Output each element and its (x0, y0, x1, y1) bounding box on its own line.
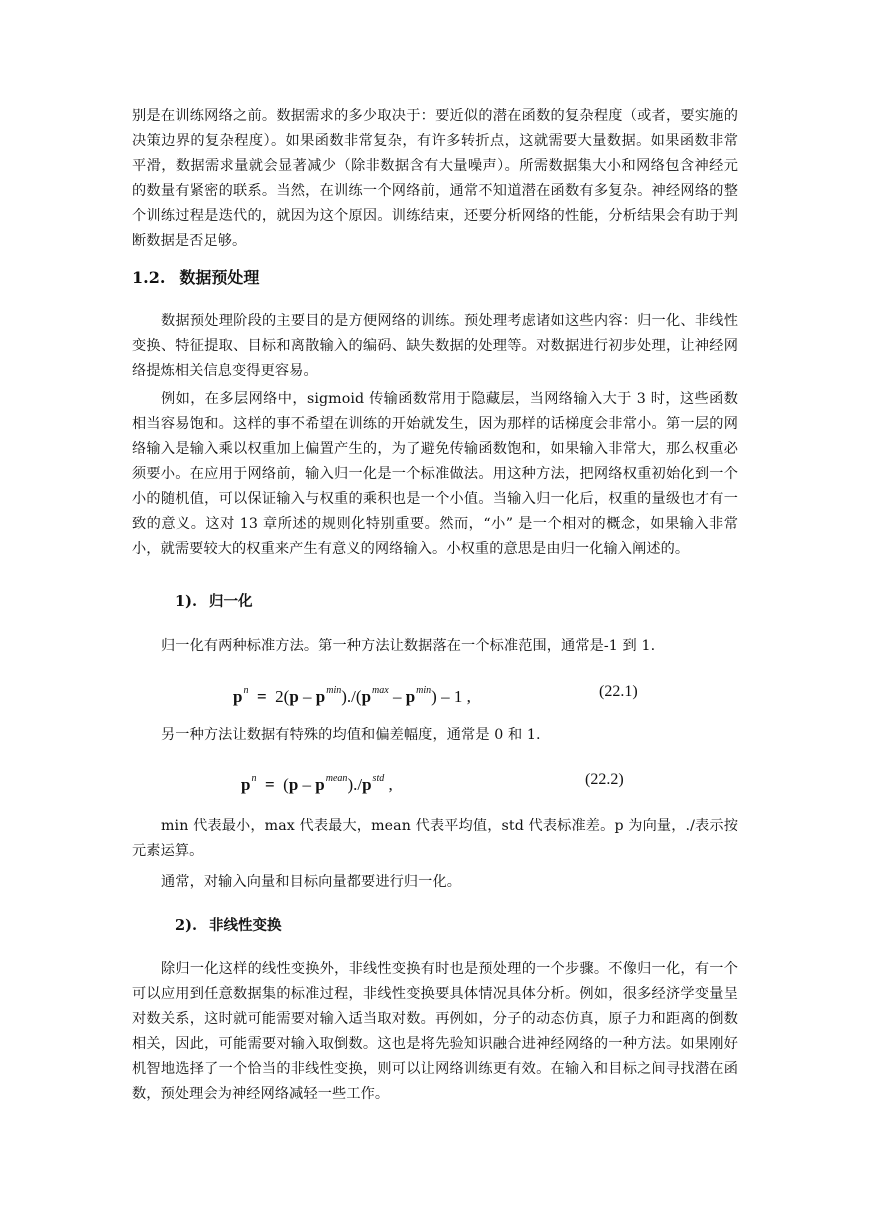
section-heading (132, 265, 259, 291)
paragraph-normalization-methods: 归一化有两种标准方法。第一种方法让数据落在一个标准范围，通常是-1 到 1. (161, 638, 656, 654)
paragraph-normalize-inputs-targets: 通常，对输入向量和目标向量都要进行归一化。 (161, 874, 462, 890)
equation-22-1: $p^n = 2(p - p^{min})./(p^{max} - p^{min}) - 1$ , (233, 685, 471, 706)
subsection-heading-normalization (175, 590, 253, 614)
equation-22-2: $p^n = (p - p^{mean})./p^{std}$ , (241, 773, 393, 794)
subsection-number: 1). (175, 593, 197, 610)
section-number: 1.2. (132, 268, 166, 287)
paragraph-preprocessing-purpose: 数据预处理阶段的主要目的是方便网络的训练。预处理考虑诸如这些内容：归一化、非线性变换、特征提取、目标和离散输入的编码、缺失数据的处理等。对数据进行初步处理，让神经网络提炼相关信息变得更容易。 (132, 313, 738, 379)
paragraph-mean-std-method: 另一种方法让数据有特殊的均值和偏差幅度，通常是 0 和 1. (161, 727, 541, 743)
subsection-title: 归一化 (209, 594, 253, 610)
section-title: 数据预处理 (179, 268, 260, 287)
paragraph-nonlinear-transform: 除归一化这样的线性变换外，非线性变换有时也是预处理的一个步骤。不像归一化，有一个可以应用到任意数据集的标准过程，非线性变换要具体情况具体分析。例如，很多经济学变量呈对数关系，这时就可能需要对输入适当取对数。再例如，分子的动态仿真，原子力和距离的倒数相关，因此，可能需要对输入取倒数。这也是将先验知识融合进神经网络的一种方法。如果刚好机智地选择了一个恰当的非线性变换，则可以让网络训练更有效。在输入和目标之间寻找潜在函数，预处理会为神经网络减轻一些工作。 (132, 961, 738, 1102)
paragraph-data-requirements: 别是在训练网络之前。数据需求的多少取决于：要近似的潜在函数的复杂程度（或者，要实施的决策边界的复杂程度）。如果函数非常复杂，有许多转折点，这就需要大量数据。如果函数非常平滑，数据需求量就会显著减少（除非数据含有大量噪声）。所需数据集大小和网络包含神经元的数量有紧密的联系。当然，在训练一个网络前，通常不知道潜在函数有多复杂。神经网络的整个训练过程是迭代的，就因为这个原因。训练结束，还要分析网络的性能，分析结果会有助于判断数据是否足够。 (132, 108, 738, 249)
paragraph-sigmoid-example: 例如，在多层网络中，sigmoid 传输函数常用于隐藏层，当网络输入大于 3 时，这些函数相当容易饱和。这样的事不希望在训练的开始就发生，因为那样的话梯度会非常小。第一层的网络输入是输入乘以权重加上偏置产生的，为了避免传输函数饱和，如果输入非常大，那么权重必须要小。在应用于网络前，输入归一化是一个标准做法。用这种方法，把网络权重初始化到一个小的随机值，可以保证输入与权重的乘积也是一个小值。当输入归一化后，权重的量级也才有一致的意义。这对 13 章所述的规则化特别重要。然而，“小” 是一个相对的概念，如果输入非常小，就需要较大的权重来产生有意义的网络输入。小权重的意思是由归一化输入阐述的。 (132, 391, 738, 557)
paragraph-symbol-definitions: min 代表最小，max 代表最大，mean 代表平均值，std 代表标准差。p 为向量，./表示按元素运算。 (132, 818, 738, 859)
subsection-number: 2). (175, 917, 197, 934)
equation-number-22-2: (22.2) (585, 771, 624, 788)
subsection-title: 非线性变换 (209, 918, 282, 934)
subsection-heading-nonlinear (175, 914, 282, 938)
equation-number-22-1: (22.1) (599, 683, 638, 700)
